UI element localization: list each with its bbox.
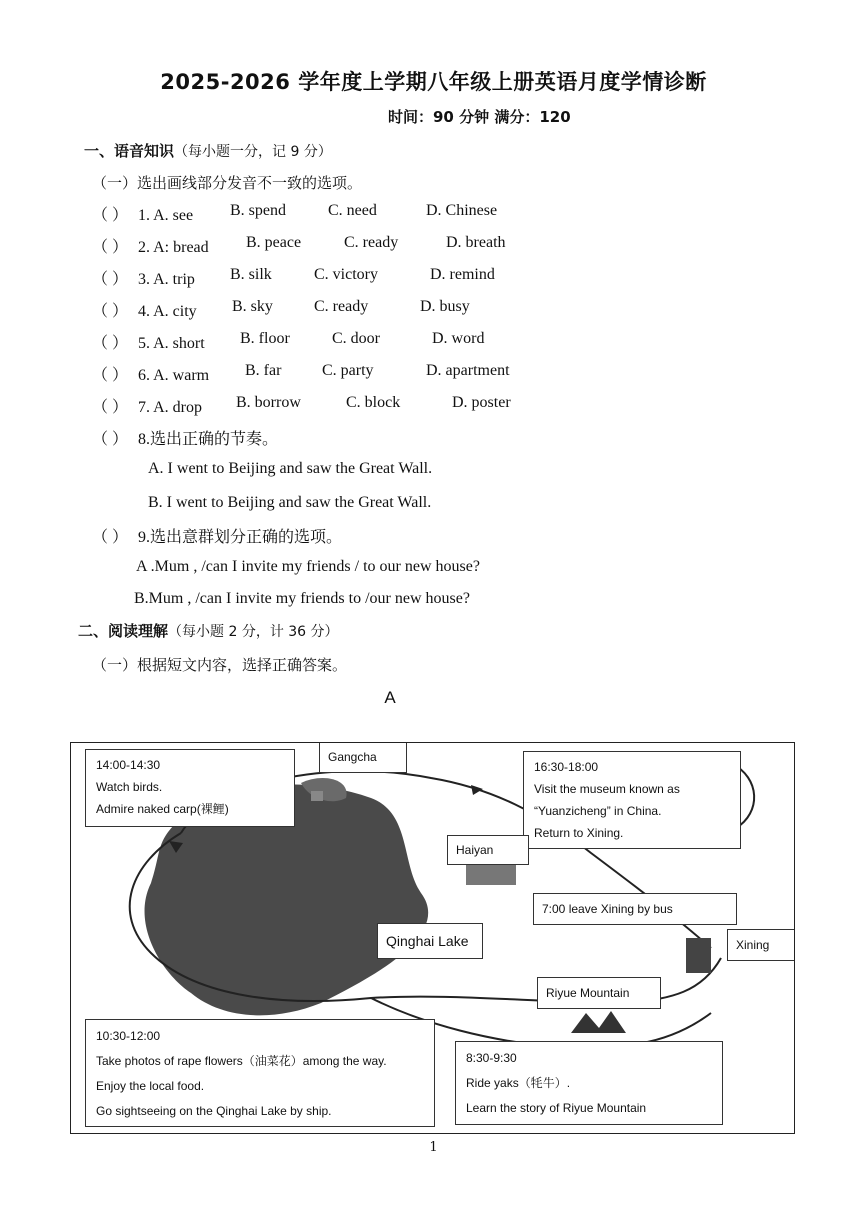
itinerary-line: Go sightseeing on the Qinghai Lake by ship. [96,1104,332,1118]
itinerary-line: Learn the story of Riyue Mountain [466,1101,647,1115]
bird-island [311,791,323,801]
option-d: D. word [432,330,485,347]
option-d: D. breath [446,234,506,251]
option-d: D. remind [430,266,495,283]
question-9 [92,524,342,547]
q8-option-a: A. I went to Beijing and saw the Great Wall. [148,460,433,477]
question-row [92,362,209,385]
option-a: 7. A. drop [138,399,202,416]
question-8 [92,426,278,449]
itinerary-box-museum [523,751,741,849]
label-xining: Xining [727,929,795,961]
itinerary-line: “Yuanzicheng” in China. [534,804,662,818]
question-row [92,234,209,257]
option-b: B. sky [232,298,273,315]
option-b: B. spend [230,202,286,219]
section1-part1-instruction: （一）选出画线部分发音不一致的选项。 [92,174,363,192]
riyue-mountain-shape [571,1011,626,1033]
option-b: B. floor [240,330,290,347]
itinerary-line: Admire naked carp(裸鲤) [96,802,229,816]
tour-map [70,742,795,1134]
itinerary-line: Return to Xining. [534,826,624,840]
itinerary-line: Enjoy the local food. [96,1079,205,1093]
option-c: C. block [346,394,401,411]
option-a: 2. A: bread [138,239,209,256]
option-d: D. apartment [426,362,510,379]
question-stem: 8.选出正确的节奏。 [138,431,279,448]
itinerary-line: Visit the museum known as [534,782,680,796]
itinerary-line: 10:30-12:00 [96,1029,161,1043]
passage-label: A [384,688,396,707]
itinerary-box-yaks [455,1041,723,1125]
itinerary-line: 8:30-9:30 [466,1051,517,1065]
question-row [92,266,195,289]
xining-building [686,938,711,973]
option-a: 6. A. warm [138,367,210,384]
itinerary-line: Ride yaks（牦牛）. [466,1076,571,1090]
option-a: 4. A. city [138,303,197,320]
time-info: 时间：90 分钟 满分：120 [388,108,571,126]
label-qinghai-lake: Qinghai Lake [377,923,483,959]
label-gangcha: Gangcha [319,742,407,773]
option-a: 3. A. trip [138,271,195,288]
itinerary-box-rape-flowers [85,1019,435,1127]
option-c: C. ready [344,234,399,251]
section1-note: （每小题一分，记 9 分） [174,144,332,160]
option-c: C. need [328,202,377,219]
option-d: D. busy [420,298,470,315]
q9-option-a: A .Mum , /can I invite my friends / to our new house? [136,558,480,575]
option-c: C. victory [314,266,378,283]
q9-option-b: B.Mum , /can I invite my friends to /our new house? [134,590,470,607]
answer-blank[interactable]: （ ） [92,271,129,288]
page-title: 2025-2026 学年度上学期八年级上册英语月度学情诊断 [160,70,707,94]
option-b: B. silk [230,266,272,283]
answer-blank[interactable]: （ ） [92,303,129,320]
route-arrow [471,785,483,795]
option-c: C. ready [314,298,369,315]
itinerary-line: 16:30-18:00 [534,760,599,774]
section2-part1-instruction: （一）根据短文内容，选择正确答案。 [92,656,348,674]
option-b: B. borrow [236,394,301,411]
question-row [92,298,197,321]
answer-blank[interactable]: （ ） [92,431,129,448]
label-haiyan: Haiyan [447,835,529,865]
page-number: 1 [429,1140,438,1155]
itinerary-line: 14:00-14:30 [96,758,161,772]
q8-option-b: B. I went to Beijing and saw the Great Wall. [148,494,432,511]
option-a: 1. A. see [138,207,194,224]
question-row [92,394,202,417]
section1-title: 一、语音知识 [84,142,175,160]
question-stem: 9.选出意群划分正确的选项。 [138,529,343,546]
answer-blank[interactable]: （ ） [92,207,129,224]
label-leave-xining: 7:00 leave Xining by bus [533,893,737,925]
option-d: D. Chinese [426,202,498,219]
option-c: C. party [322,362,374,379]
section2-title: 二、阅读理解 [78,622,169,640]
answer-blank[interactable]: （ ） [92,367,129,384]
option-b: B. peace [246,234,302,251]
question-row [92,330,205,353]
answer-blank[interactable]: （ ） [92,239,129,256]
answer-blank[interactable]: （ ） [92,529,129,546]
option-c: C. door [332,330,380,347]
itinerary-line: Take photos of rape flowers（油菜花）among the way. [96,1054,387,1068]
option-b: B. far [245,362,282,379]
option-a: 5. A. short [138,335,205,352]
section2-heading [78,620,339,641]
section2-note: （每小题 2 分，计 36 分） [168,624,339,640]
itinerary-line: Watch birds. [96,780,163,794]
label-riyue-mountain: Riyue Mountain [537,977,661,1009]
option-d: D. poster [452,394,511,411]
itinerary-box-birds [85,749,295,827]
section1-heading [84,140,332,161]
answer-blank[interactable]: （ ） [92,399,129,416]
answer-blank[interactable]: （ ） [92,335,129,352]
question-row [92,202,193,225]
